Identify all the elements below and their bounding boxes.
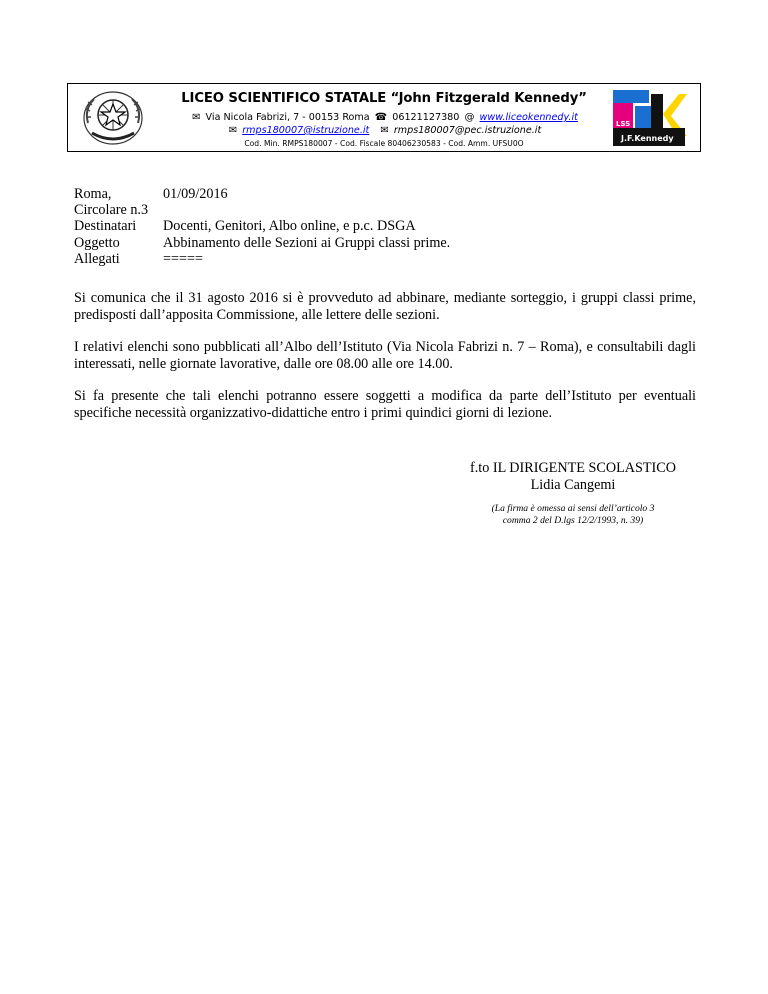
meta-row-circolare [74, 202, 450, 218]
pec-icon: ✉ [380, 125, 389, 136]
meta-row-oggetto [74, 235, 450, 251]
signature-name: Lidia Cangemi [530, 476, 616, 493]
meta-row-date [74, 186, 450, 202]
body-paragraph-2: I relativi elenchi sono pubblicati all’Albo dell’Istituto (Via Nicola Fabrizi n. 7 – Roma), e consultabili dagli interessati, nelle giornate lavorative, dalle ore 08.00 alle ore 14.00. [74, 339, 696, 372]
logo-text-bottom: J.F.Kennedy [621, 134, 674, 143]
letter-metadata [74, 186, 450, 267]
school-address: Via Nicola Fabrizi, 7 - 00153 Roma [205, 112, 370, 123]
meta-label: Roma, [74, 186, 112, 202]
signature-note-line-1: (La firma è omessa ai sensi dell’articolo 3 [491, 503, 655, 514]
website-link[interactable]: www.liceokennedy.it [479, 112, 578, 123]
signature-note [403, 503, 743, 527]
contact-line-2 [68, 125, 700, 136]
meta-value: 01/09/2016 [163, 186, 228, 202]
meta-value: Abbinamento delle Sezioni ai Gruppi classi prime. [163, 234, 451, 251]
meta-row-allegati [74, 251, 450, 267]
meta-label: Circolare n.3 [74, 202, 149, 219]
body-paragraph-1: Si comunica che il 31 agosto 2016 si è provveduto ad abbinare, mediante sorteggio, i gruppi classi prime, predisposti dall’apposita Commissione, alle lettere delle sezioni. [74, 290, 696, 323]
mail-icon: ✉ [228, 125, 238, 136]
logo-text-top: LSS [616, 120, 631, 128]
phone-icon: ☎ [374, 112, 388, 123]
school-codes: Cod. Min. RMPS180007 - Cod. Fiscale 80406230583 - Cod. Amm. UFSU0O [244, 139, 524, 148]
meta-label: Allegati [74, 250, 120, 267]
meta-label: Destinatari [74, 218, 137, 235]
signature-note-line-2: comma 2 del D.lgs 12/2/1993, n. 39) [502, 515, 644, 526]
envelope-icon: ✉ [192, 112, 201, 123]
school-name: LICEO SCIENTIFICO STATALE “John Fitzgerald Kennedy” [181, 91, 587, 106]
meta-label: Oggetto [74, 234, 120, 251]
school-logo [611, 88, 687, 148]
meta-value: ===== [163, 250, 204, 267]
letterhead [67, 83, 701, 152]
meta-value: Docenti, Genitori, Albo online, e p.c. DSGA [163, 218, 416, 235]
signature-block [403, 460, 743, 493]
school-phone: 06121127380 [392, 112, 460, 123]
meta-row-destinatari [74, 218, 450, 234]
at-icon: @ [464, 112, 475, 123]
contact-line-1 [68, 112, 700, 123]
body-paragraph-3: Si fa presente che tali elenchi potranno essere soggetti a modifica da parte dell’Istituto per eventuali specifiche necessità organizzativo-didattiche entro i primi quindici giorni di lezione. [74, 388, 696, 421]
pec-address: rmps180007@pec.istruzione.it [393, 125, 542, 136]
signature-title: f.to IL DIRIGENTE SCOLASTICO [470, 460, 676, 476]
email-link[interactable]: rmps180007@istruzione.it [242, 125, 370, 136]
